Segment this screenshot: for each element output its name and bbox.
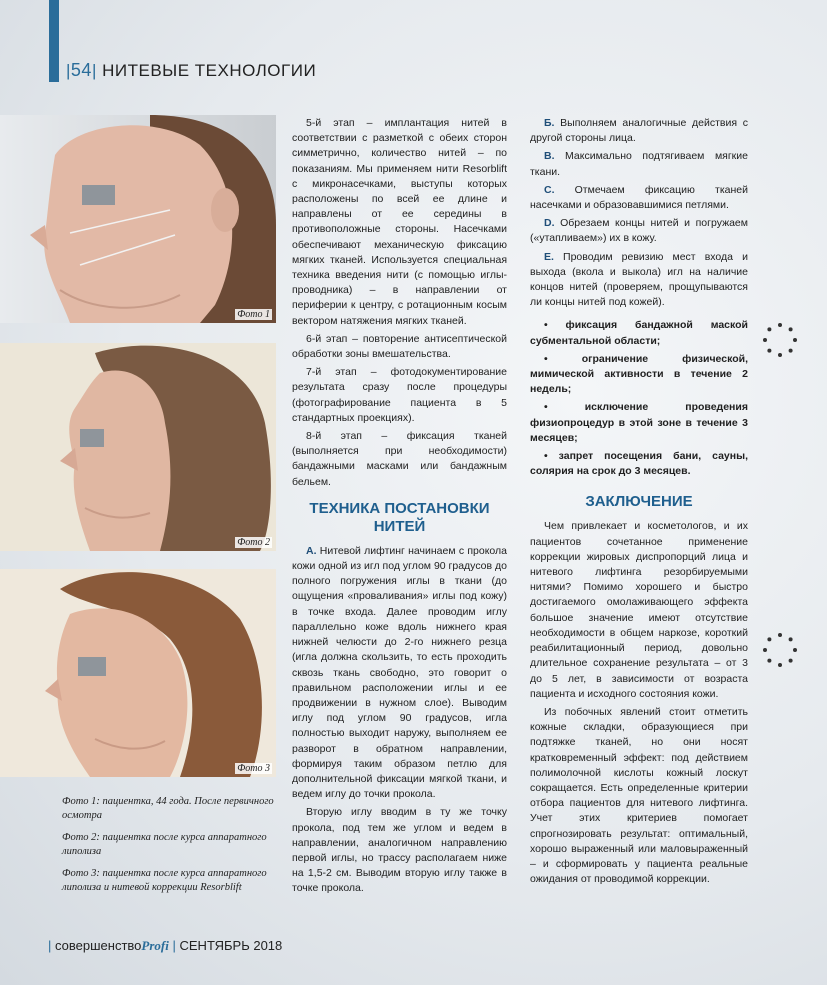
eye-censor-block (78, 657, 106, 676)
bullet-item: • запрет посещения бани, сауны, солярия на срок до 3 месяцев. (530, 450, 748, 478)
eye-censor-block (80, 429, 104, 447)
paragraph: А. Нитевой лифтинг начинаем с прокола кожи одной из игл под углом 90 градусов до полного погружения иглы в ткани (до ощущения «проваливания» иглы под кожу) в точке входа. Далее проводим иглу параллельно коже вдоль нижнего края нижней челюсти до 2-го нижнего резца (игла должна скользить, то есть проходить сквозь ткань свободно, это говорит о правильном расположении иглы и ее продвижении в нужном слое). Выводим иглу под углом 90 градусов, игла полностью выходит наружу, выполняем ее разворот в обратном направлении, формируя таким образом петлю для дополнительной фиксации мягкой ткани, и ведем иглу до точки прокола. (292, 544, 507, 801)
step-paragraph: D. Обрезаем концы нитей и погружаем («утапливаем») их в кожу. (530, 217, 748, 245)
caption-3: Фото 3: пациентка после курса аппаратного липолиза и нитевой коррекции Resorblift (62, 868, 267, 893)
photo-3 (0, 569, 276, 777)
magazine-name-profi: Profi (141, 938, 169, 953)
step-paragraph: В. Максимально подтягиваем мягкие ткани. (530, 150, 748, 178)
bullet-item: • исключение проведения физиопроцедур в этой зоне в течение 3 месяцев; (530, 401, 748, 444)
step-paragraph: С. Отмечаем фиксацию тканей насечками и образовавшимися петлями. (530, 183, 748, 212)
page-header: |54| НИТЕВЫЕ ТЕХНОЛОГИИ (66, 60, 317, 80)
magazine-name: совершенство (55, 938, 142, 953)
photo-captions (62, 795, 277, 903)
photo-label: Фото 1 (237, 309, 270, 320)
section-title: НИТЕВЫЕ ТЕХНОЛОГИИ (102, 61, 317, 80)
text-column-2 (530, 116, 748, 890)
paragraph: 8-й этап – фиксация тканей (выполняется при необходимости) бандажными масками или бандажным бельем. (292, 430, 507, 488)
paragraph: 5-й этап – имплантация нитей в соответствии с разметкой с обеих сторон симметрично, количество нитей – по показаниям. Мы применяем нити Resorblift с микронасечками, выступы которых расположены по всей ее длине и направлены от ее середины в противоположные стороны. Насечками обеспечивают механическую фиксацию мягких тканей. Используется специальная техника введения нити (с помощью иглы-проводника) – в направлении от периферии к центру, с ротационным косым вектором натяжения мягких тканей. (292, 117, 507, 327)
bullet-item: • фиксация бандажной маской субментальной области; (530, 319, 748, 347)
header-accent-bar (49, 0, 59, 82)
photo-1 (0, 115, 276, 323)
paragraph: Вторую иглу вводим в ту же точку прокола, под тем же углом и ведем в направлении, аналогичном направлению первой иглы, но трассу располагаем ниже на 1,5-2 см. Выводим вторую иглу также в точке прокола. (292, 806, 507, 895)
eye-censor-block (82, 185, 115, 205)
issue-date: СЕНТЯБРЬ 2018 (179, 938, 283, 953)
paragraph: Из побочных явлений стоит отметить кожные складки, образующиеся при подтяжке тканей, но они носят кратковременный эффект: под действием полимолочной кислоты кожный лоскут сокращается. Есть определенные критерии отбора пациентов для нитевого лифтинга. Учет этих критериев помогает спрогнозировать результат: оптимальный, хорошо выраженный или маловыраженный – и сформировать у пациента реальные ожидания от проводимой коррекции. (530, 705, 748, 886)
photo-label: Фото 2 (237, 537, 270, 548)
caption-1: Фото 1: пациентка, 44 года. После первичного осмотра (62, 796, 274, 821)
page-number: 54 (70, 60, 92, 80)
page-footer: | совершенствоProfi | СЕНТЯБРЬ 2018 (48, 938, 283, 953)
dotted-circle-decoration (762, 632, 798, 668)
dotted-circle-decoration (762, 322, 798, 358)
bullet-item: • ограничение физической, мимической активности в течение 2 недель; (530, 352, 748, 396)
paragraph: 7-й этап – фотодокументирование результата сразу после процедуры (фотографирование пациента в 5 стандартных проекциях). (292, 366, 507, 424)
photo-2 (0, 343, 276, 551)
paragraph: 6-й этап – повторение антисептической обработки зоны вмешательства. (292, 332, 507, 361)
step-paragraph: Б. Выполняем аналогичные действия с другой стороны лица. (530, 117, 748, 145)
section-heading: ТЕХНИКА ПОСТАНОВКИ НИТЕЙ (309, 499, 490, 535)
section-heading: ЗАКЛЮЧЕНИЕ (585, 493, 693, 511)
photo-label: Фото 3 (237, 763, 270, 774)
text-column-1 (292, 116, 507, 900)
step-paragraph: Е. Проводим ревизию мест входа и выхода (вкола и выкола) игл на наличие концов нитей (проверяем, прощупываются ли концы нитей под кожей). (530, 250, 748, 309)
caption-2: Фото 2: пациентка после курса аппаратного липолиза (62, 832, 267, 857)
paragraph: Чем привлекает и косметологов, и их пациентов сочетанное применение коррекции жировых диспропорций лица и нитевого лифтинга резорбируемыми нитями? Помимо хорошего и быстро достигаемого омолаживающего эффекта большое значение имеют отсутствие необходимости в общем наркозе, короткий реабилитационный период, довольно длительное сохранение результата – от 3 до 5 лет, в зависимости от возраста пациента и исходного состояния кожи. (530, 520, 748, 700)
